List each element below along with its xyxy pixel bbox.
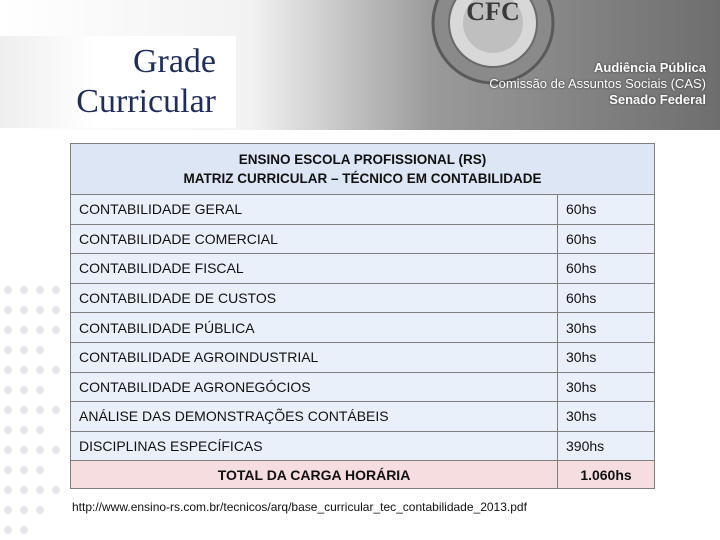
hours-cell: 30hs	[558, 372, 655, 402]
subject-cell: CONTABILIDADE COMERCIAL	[71, 224, 558, 254]
total-row	[71, 461, 655, 489]
subject-cell: CONTABILIDADE GERAL	[71, 195, 558, 225]
hours-cell: 60hs	[558, 195, 655, 225]
hours-cell: 30hs	[558, 342, 655, 372]
logo-text: CFC	[466, 0, 520, 26]
table-heading	[71, 144, 655, 195]
subject-cell: CONTABILIDADE DE CUSTOS	[71, 283, 558, 313]
senate-line-2: Comissão de Assuntos Sociais (CAS)	[489, 76, 706, 91]
hours-cell: 30hs	[558, 313, 655, 343]
subject-cell: CONTABILIDADE AGRONEGÓCIOS	[71, 372, 558, 402]
senate-caption	[488, 60, 706, 110]
title-box	[0, 36, 236, 128]
table-row	[71, 283, 655, 313]
hours-cell: 30hs	[558, 402, 655, 432]
table-row	[71, 254, 655, 284]
total-label: TOTAL DA CARGA HORÁRIA	[71, 461, 558, 489]
title-line-2: Curricular	[76, 83, 216, 120]
subject-cell: DISCIPLINAS ESPECÍFICAS	[71, 431, 558, 461]
subject-cell: ANÁLISE DAS DEMONSTRAÇÕES CONTÁBEIS	[71, 402, 558, 432]
table-row	[71, 313, 655, 343]
table-heading-row	[71, 144, 655, 195]
hours-cell: 60hs	[558, 283, 655, 313]
decorative-dots	[0, 280, 70, 540]
subject-cell: CONTABILIDADE FISCAL	[71, 254, 558, 284]
hours-cell: 390hs	[558, 431, 655, 461]
table-row	[71, 431, 655, 461]
senate-line-3: Senado Federal	[609, 92, 706, 107]
heading-line-2: MATRIZ CURRICULAR – TÉCNICO EM CONTABILIDADE	[183, 171, 542, 186]
total-hours: 1.060hs	[558, 461, 655, 489]
table-row	[71, 372, 655, 402]
hours-cell: 60hs	[558, 224, 655, 254]
table-row	[71, 224, 655, 254]
senate-line-1: Audiência Pública	[594, 60, 706, 75]
page-title	[76, 42, 216, 122]
heading-line-1: ENSINO ESCOLA PROFISSIONAL (RS)	[238, 152, 487, 167]
table-row	[71, 195, 655, 225]
curriculum-table	[70, 143, 655, 489]
title-line-1: Grade	[132, 43, 216, 80]
source-link[interactable]: http://www.ensino-rs.com.br/tecnicos/arq/base_curricular_tec_contabilidade_2013.pdf	[72, 500, 527, 514]
hours-cell: 60hs	[558, 254, 655, 284]
table-row	[71, 402, 655, 432]
table-row	[71, 342, 655, 372]
subject-cell: CONTABILIDADE PÚBLICA	[71, 313, 558, 343]
subject-cell: CONTABILIDADE AGROINDUSTRIAL	[71, 342, 558, 372]
